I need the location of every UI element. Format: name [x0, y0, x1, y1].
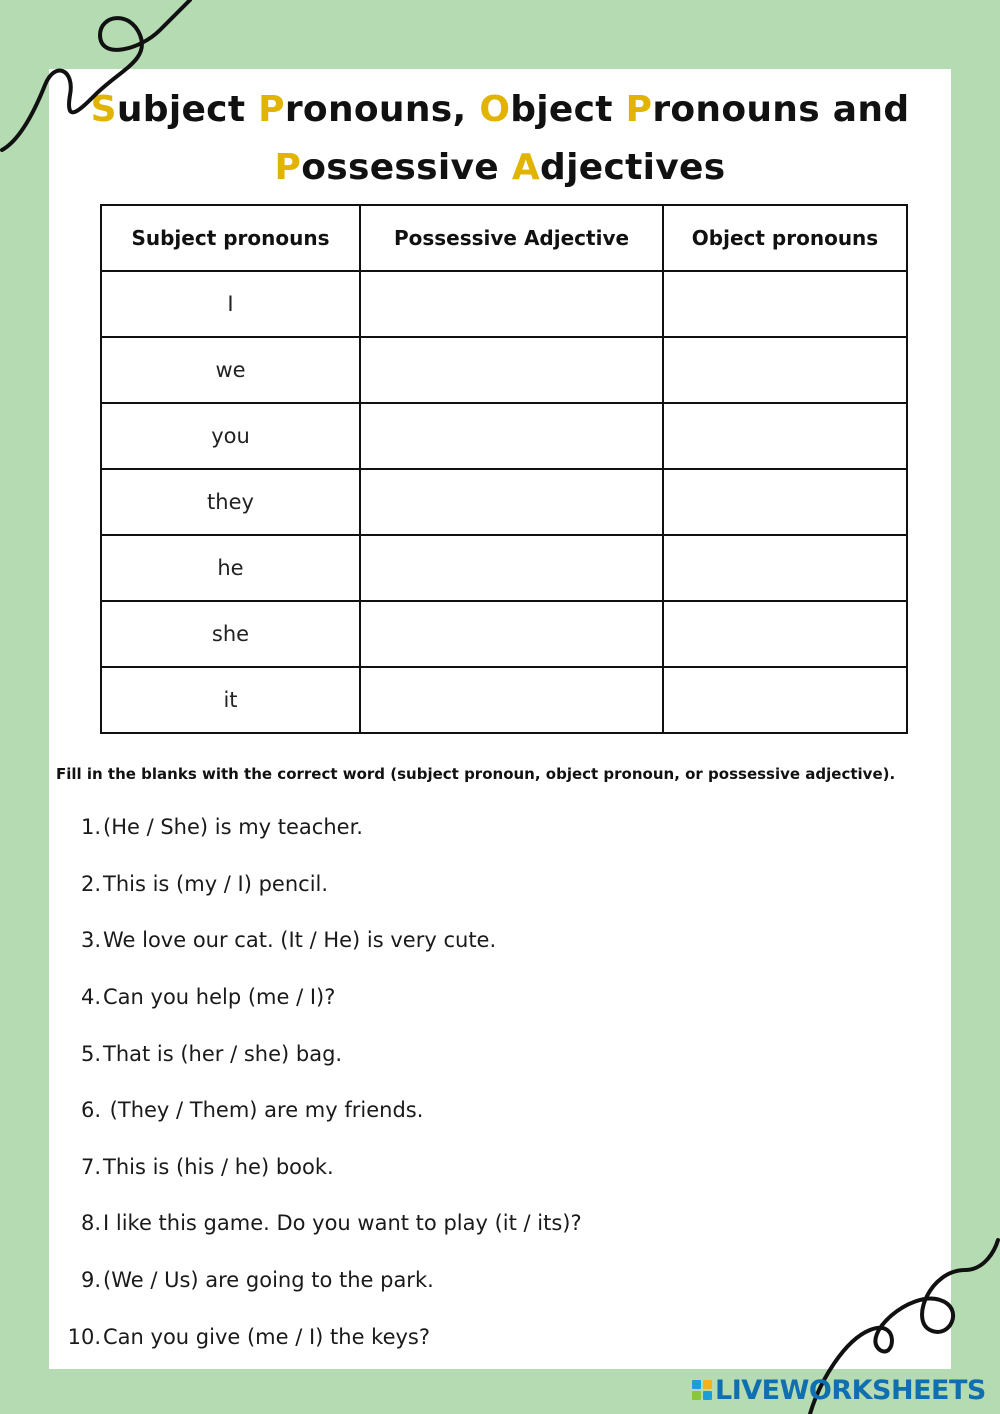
- title-word: ossessive: [301, 147, 512, 188]
- subject-pronoun-cell: it: [101, 667, 360, 733]
- exercise-item[interactable]: [49, 856, 582, 913]
- title-word: ronouns,: [284, 89, 480, 130]
- exercise-item[interactable]: [49, 969, 582, 1026]
- table-row: [101, 469, 907, 535]
- table-row: [101, 601, 907, 667]
- liveworksheets-logo[interactable]: [692, 1374, 986, 1406]
- title-word: bject: [510, 89, 626, 130]
- title-initial: P: [274, 147, 302, 188]
- object-pronoun-blank[interactable]: [663, 337, 907, 403]
- exercise-number: 7.: [80, 1154, 101, 1179]
- worksheet-page: [49, 69, 951, 1369]
- possessive-adjective-blank[interactable]: [360, 403, 663, 469]
- exercise-item[interactable]: [49, 1195, 582, 1252]
- subject-pronoun-cell: we: [101, 337, 360, 403]
- exercise-item[interactable]: [49, 1252, 582, 1309]
- table-row: [101, 337, 907, 403]
- exercise-text: I like this game. Do you want to play (it / its)?: [103, 1211, 582, 1236]
- possessive-adjective-blank[interactable]: [360, 601, 663, 667]
- exercise-item[interactable]: [49, 912, 582, 969]
- instruction-text: Fill in the blanks with the correct word (subject pronoun, object pronoun, or possessive adjective).: [56, 765, 896, 783]
- table-row: [101, 271, 907, 337]
- exercise-number: 9.: [80, 1268, 101, 1293]
- title-line-2: [49, 139, 951, 197]
- title-word: ronouns and: [652, 89, 910, 130]
- header-possessive-adjective: Possessive Adjective: [360, 205, 663, 271]
- exercise-number: 10.: [67, 1324, 101, 1349]
- exercise-item[interactable]: [49, 1025, 582, 1082]
- subject-pronoun-cell: I: [101, 271, 360, 337]
- title-line-1: [49, 81, 951, 139]
- title-initial: P: [258, 89, 285, 130]
- exercise-item[interactable]: [49, 1308, 582, 1365]
- subject-pronoun-cell: he: [101, 535, 360, 601]
- title-word: ubject: [116, 89, 259, 130]
- title-initial: P: [625, 89, 653, 130]
- object-pronoun-blank[interactable]: [663, 469, 907, 535]
- exercise-number: 1.: [80, 815, 101, 840]
- logo-wordmark: LIVEWORKSHEETS: [715, 1374, 986, 1406]
- exercise-text: (We / Us) are going to the park.: [103, 1268, 434, 1293]
- subject-pronoun-cell: she: [101, 601, 360, 667]
- table-row: [101, 667, 907, 733]
- exercise-number: 4.: [80, 985, 101, 1010]
- subject-pronoun-cell: you: [101, 403, 360, 469]
- possessive-adjective-blank[interactable]: [360, 469, 663, 535]
- table-row: [101, 403, 907, 469]
- possessive-adjective-blank[interactable]: [360, 271, 663, 337]
- exercise-text: We love our cat. (It / He) is very cute.: [103, 928, 497, 953]
- exercise-text: That is (her / she) bag.: [103, 1041, 343, 1066]
- exercise-text: This is (his / he) book.: [103, 1154, 334, 1179]
- object-pronoun-blank[interactable]: [663, 535, 907, 601]
- table-header-row: [101, 205, 907, 271]
- exercise-item[interactable]: [49, 799, 582, 856]
- object-pronoun-blank[interactable]: [663, 601, 907, 667]
- pronoun-table: [100, 204, 908, 734]
- header-subject-pronouns: Subject pronouns: [101, 205, 360, 271]
- page-title: [49, 81, 951, 197]
- object-pronoun-blank[interactable]: [663, 403, 907, 469]
- title-word: djectives: [540, 147, 726, 188]
- title-initial: A: [511, 147, 541, 188]
- liveworksheets-logo-icon: [692, 1380, 712, 1400]
- header-object-pronouns: Object pronouns: [663, 205, 907, 271]
- object-pronoun-blank[interactable]: [663, 271, 907, 337]
- possessive-adjective-blank[interactable]: [360, 337, 663, 403]
- exercise-item[interactable]: [49, 1139, 582, 1196]
- exercise-list: [49, 799, 582, 1365]
- possessive-adjective-blank[interactable]: [360, 667, 663, 733]
- exercise-item[interactable]: [49, 1082, 582, 1139]
- object-pronoun-blank[interactable]: [663, 667, 907, 733]
- exercise-number: 5.: [80, 1041, 101, 1066]
- subject-pronoun-cell: they: [101, 469, 360, 535]
- exercise-text: (They / Them) are my friends.: [103, 1098, 424, 1123]
- possessive-adjective-blank[interactable]: [360, 535, 663, 601]
- exercise-text: Can you help (me / I)?: [103, 985, 336, 1010]
- table-row: [101, 535, 907, 601]
- exercise-text: This is (my / I) pencil.: [103, 871, 329, 896]
- exercise-number: 2.: [80, 871, 101, 896]
- exercise-number: 3.: [80, 928, 101, 953]
- exercise-number: 6.: [80, 1098, 101, 1123]
- title-initial: S: [90, 89, 117, 130]
- title-initial: O: [479, 89, 511, 130]
- exercise-number: 8.: [80, 1211, 101, 1236]
- exercise-text: (He / She) is my teacher.: [103, 815, 363, 840]
- exercise-text: Can you give (me / I) the keys?: [103, 1324, 431, 1349]
